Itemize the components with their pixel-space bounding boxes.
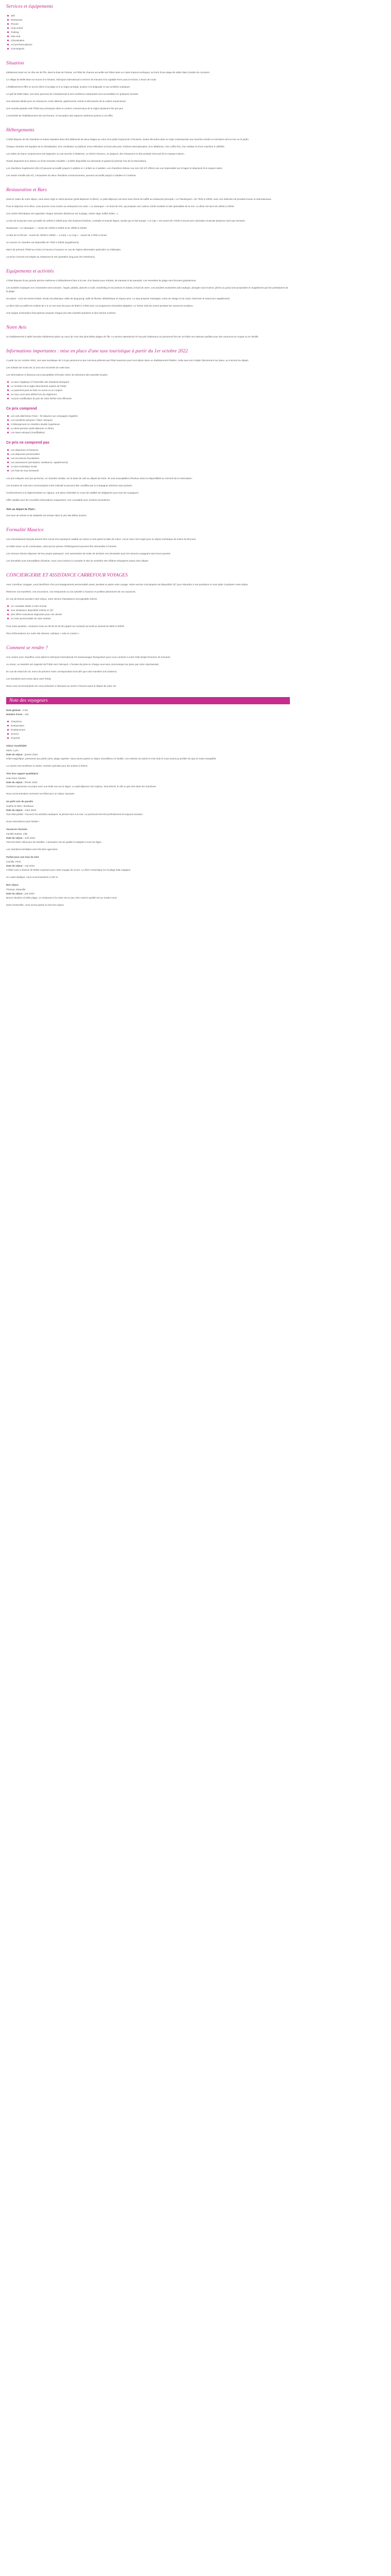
- informations-extra: Conformément à la réglementation en vigueur, une pièce d'identité en cours de validité est obligatoire pour tous les voyageurs.: [6, 492, 139, 494]
- price-includes-item: L'hébergement en chambre double Supérieure: [6, 422, 290, 426]
- flights-note: Une taxe de sûreté et de solidarité est incluse dans le prix des billets d'avion.: [6, 514, 87, 517]
- criteria-item: Emplacement: [6, 728, 290, 732]
- review-author: Camille, Paris: [6, 860, 21, 863]
- price-excludes-item: La taxe touristique locale: [6, 465, 290, 468]
- review-text: Les chambres familiales sont très bien agencées.: [6, 848, 58, 851]
- price-excludes-item: Les dépenses personnelles: [6, 452, 290, 456]
- restauration-paragraph: La tenue correcte est exigée au restaurant le soir (pantalon long pour les messieurs).: [6, 256, 95, 258]
- informations-paragraph: À partir du 1er octobre 2022, une taxe touristique de 3 € par personne et par nuit sera prélevée par l'État mauricien pour tout séjour dans un établissement hôtelier. Cette taxe est à régler directement sur place, au moment du départ.: [6, 359, 249, 362]
- restauration-paragraph: Le Bar de la Piscine : ouvert de 10h00 à 18h00 — Le Bar « Le Cap » : ouvert de 17h00 à minuit.: [6, 234, 107, 236]
- review-text: Très bel hôtel, idéal pour les familles. L'animation est de qualité et adaptée à tous les âges.: [6, 841, 102, 843]
- review-date-label: Date du séjour :: [6, 753, 24, 756]
- review-text: Hôtel magnifique, personnel aux petits soins, plage superbe. Nous avons passé un séjour merveilleux en famille. Les enfants ont adoré le mini-club et nous avons pu profiter du spa en toute tranquillité.: [6, 757, 217, 760]
- conciergerie-paragraph: En cas de besoin pendant votre séjour, notre service d'assistance est joignable 24h/24.: [6, 598, 98, 600]
- restauration-paragraph: Restaurant « La Varangue » : ouvert de 12h00 à 15h00 et de 19h00 à 22h00.: [6, 227, 87, 229]
- equipements-paragraph: Une équipe d'animation francophone propose chaque jour des activités sportives et des soirées à thème.: [6, 312, 117, 314]
- review-date-label: Date du séjour :: [6, 781, 24, 784]
- price-excludes-title: Ce prix ne comprend pas: [6, 441, 50, 445]
- situation-paragraph: Le village de Belle Mare se trouve à 5 minutes, l'aéroport international à environ 45 minutes et la capitale Port-Louis à environ 1 heure de route.: [6, 78, 157, 81]
- criteria-item: Propreté: [6, 736, 290, 740]
- service-item: Wifi: [6, 14, 290, 18]
- review-text: Tout était parfait : l'accueil, les activités nautiques, la piscine face à la mer. Le personnel est très professionnel et toujours souriant.: [6, 813, 143, 816]
- hebergements-paragraph: Les Suites Famille (60 m²), composées de deux chambres communicantes, peuvent accueillir jusqu'à 2 adultes et 3 enfants.: [6, 174, 137, 177]
- review-text: Nous recommandons vivement cet hôtel pour un séjour reposant.: [6, 792, 75, 795]
- conciergerie-item: Un suivi personnalisé de votre dossier: [6, 617, 290, 620]
- informations-extra: Offre valable pour les nouvelles réservations uniquement, non cumulable avec d'autres promotions.: [6, 499, 111, 501]
- formalites-paragraph: Un billet retour ou de continuation, ainsi qu'une preuve d'hébergement peuvent être demandés à l'arrivée.: [6, 545, 117, 548]
- review-author: Jean-Paul, Nantes: [6, 777, 26, 779]
- review-date: avril 2023: [25, 837, 35, 839]
- conciergerie-title: CONCIERGERIE ET ASSISTANCE CARREFOUR VOYAGES: [6, 573, 128, 578]
- review-title: Vacances réussies: [6, 828, 27, 831]
- restauration-paragraph: Dans le cadre de votre séjour, vous serez logé en demi-pension (petit-déjeuner et dîner). Le petit-déjeuner est servi sous forme de buffet au restaurant principal « Le Flamboyant » de 7h00 à 10h30, avec une sélection de produits locaux et internationaux.: [6, 198, 272, 200]
- flights-note-title: Vols au départ de Paris :: [6, 508, 36, 511]
- review-author: Thomas, Marseille: [6, 888, 26, 891]
- review-text: Nous reviendrons sans hésiter !: [6, 820, 40, 823]
- service-item: Club enfant: [6, 26, 290, 30]
- comment-venir-paragraph: En cas de retard de vol, merci de prévenir notre correspondant local afin que votre transfert soit maintenu.: [6, 670, 118, 673]
- comment-venir-paragraph: Nous vous recommandons de vous présenter à l'aéroport au moins 3 heures avant le départ de votre vol.: [6, 685, 117, 687]
- restauration-paragraph: Une soirée thématique est organisée chaque semaine (barbecue sur la plage, soirée séga, buffet indien...).: [6, 212, 119, 215]
- review-date-row: [6, 892, 290, 895]
- service-item: Conciergerie: [6, 47, 290, 50]
- situation-paragraph: L'établissement offre un accès direct à la plage et à un lagon protégé, propice à la baignade et aux activités nautiques.: [6, 86, 131, 88]
- conciergerie-paragraph: Avec Carrefour Voyages, vous bénéficiez d'un accompagnement personnalisé avant, pendant et après votre voyage. Notre service conciergerie est disponible 7j/7 pour répondre à vos questions et vous aider à préparer votre séjour.: [6, 583, 249, 586]
- review-date-row: [6, 864, 290, 868]
- notre-avis-title: Notre Avis: [6, 325, 27, 330]
- price-includes-title: Ce prix comprend: [6, 407, 37, 411]
- review-date: mai 2023: [25, 865, 35, 867]
- review-title: Un petit coin de paradis: [6, 800, 34, 803]
- review-item: [6, 855, 290, 879]
- review-date-row: [6, 836, 290, 840]
- situation-title: Situation: [6, 61, 24, 66]
- conciergerie-extra: Pour toute question, contactez-nous au 09 69 32 50 50 (appel non surtaxé) du lundi au samedi de 9h00 à 20h00.: [6, 625, 125, 628]
- hebergements-paragraph: Les chambres Supérieures (35 m²) peuvent accueillir jusqu'à 2 adultes et 1 enfant ou 3 adultes. Les chambres Deluxe vue mer (40 m²) offrent une vue imprenable sur le lagon et disposent d'un espace salon.: [6, 167, 223, 170]
- equipements-paragraph: Les activités nautiques non motorisées sont incluses : kayak, pédalo, planche à voile, snorkeling et excursions en bateau à fond de verre. Les activités motorisées (ski nautique, plongée sous-marine, pêche au gros) sont proposées en supplément par les prestataires de la plage.: [6, 286, 288, 293]
- review-author: Sophie et Marc, Bordeaux: [6, 805, 34, 807]
- informations-item: Le paiement peut se faire en euros ou en roupies: [6, 388, 290, 392]
- notre-avis-paragraph: Un établissement à taille humaine idéalement placé au cœur de l'une des plus belles plages de l'île. Le service attentionné et l'accueil chaleureux du personnel font de cet hôtel une adresse parfaite pour des vacances en couple ou en famille.: [6, 335, 259, 338]
- restauration-paragraph: Pour le déjeuner et le dîner, vous pourrez vous rendre au restaurant à la carte « La Varangue » en bord de mer, qui propose une cuisine créole revisitée et des spécialités de la mer. Le dîner est servi de 19h00 à 22h00.: [6, 205, 235, 208]
- review-date-row: [6, 781, 290, 784]
- formalites-paragraph: Les mineurs doivent disposer de leur propre passeport. Une autorisation de sortie de territoire est nécessaire pour les mineurs voyageant sans leurs parents.: [6, 552, 171, 555]
- hebergements-title: Hébergements: [6, 128, 35, 133]
- informations-item: Aucune modification du prix de votre forfait n'est effectuée: [6, 397, 290, 400]
- restauration-paragraph: Merci de prévenir l'hôtel au moins 24 heures à l'avance en cas de régime alimentaire particulier ou d'allergies.: [6, 248, 121, 251]
- formalites-paragraph: Les ressortissants français doivent être munis d'un passeport valable au moins 6 mois après la date de retour. Aucun visa n'est exigé pour un séjour touristique de moins de 90 jours.: [6, 538, 197, 540]
- conciergerie-item: Des offres exclusives négociées pour nos clients: [6, 613, 290, 616]
- criteria-item: Chambres: [6, 720, 290, 723]
- price-excludes-item: Les excursions facultatives: [6, 456, 290, 460]
- price-includes-list: [6, 414, 290, 434]
- criteria-item: Service: [6, 732, 290, 736]
- situation-paragraph: Une navette gratuite relie l'hôtel aux principaux sites et centres commerciaux de la région plusieurs fois par jour.: [6, 107, 124, 110]
- review-text: La cuisine est excellente et variée, mention spéciale pour les soirées à thème.: [6, 765, 88, 767]
- review-date: février 2023: [25, 781, 38, 784]
- comment-venir-paragraph: Les transferts sont inclus dans votre forfait.: [6, 677, 52, 680]
- review-author: Famille Dubois, Lille: [6, 833, 28, 835]
- reviews-summary-label: Nombre d'avis :: [6, 713, 24, 716]
- informations-item: La taxe s'applique à l'ensemble des résidents étrangers: [6, 380, 290, 384]
- price-includes-item: Les transferts aéroport / hôtel / aéroport: [6, 418, 290, 422]
- conciergerie-paragraph: Réservez vos transferts, vos excursions, vos restaurants ou vos activités à l'avance et profitez pleinement de vos vacances.: [6, 590, 136, 593]
- informations-extra: Les horaires de vols sont communiqués à titre indicatif et peuvent être modifiés par la compagnie aérienne sans préavis.: [6, 484, 133, 487]
- service-item: Climatisation: [6, 39, 290, 42]
- main-content: [6, 3, 290, 910]
- hebergements-paragraph: Toutes disposent d'un balcon ou d'une terrasse meublée. Lit bébé disponible sur demande et gratuit (à préciser lors de la réservation).: [6, 160, 147, 162]
- price-excludes-list: [6, 448, 290, 472]
- service-item: Accueil francophone: [6, 43, 290, 46]
- situation-paragraph: Une adresse idéale pour se ressourcer, entre détente, gastronomie créole et découverte de la culture mauricienne.: [6, 100, 127, 103]
- service-item: Piscine: [6, 22, 290, 26]
- review-author: Marie, Lyon: [6, 749, 19, 752]
- conciergerie-item: Un conseiller dédié à votre écoute: [6, 604, 290, 608]
- review-date-label: Date du séjour :: [6, 892, 24, 895]
- reviews-header-bar: Note des voyageurs: [6, 697, 290, 704]
- reviews-summary-row: [6, 713, 290, 716]
- informations-title: Informations importantes : mise en place d'une taxe touristique à partir du 1er octobre 2022: [6, 349, 188, 354]
- review-date: mars 2023: [25, 809, 36, 811]
- conciergerie-extra: Plus d'informations sur notre site internet, rubrique « Aide et contact ».: [6, 632, 80, 635]
- formalites-title: Formalité Maurice: [6, 528, 44, 533]
- informations-extra: Les prix indiqués sont par personne, en chambre double, sur la base de vols au départ de Paris. Ils sont susceptibles d'évoluer selon la disponibilité au moment de la réservation.: [6, 477, 192, 480]
- situation-paragraph: Idéalement situé sur la côte est de l'île, dans la baie de Palmar, cet hôtel de charme accueille ses hôtes dans un cadre tropical verdoyant, au bord d'une plage de sable blanc bordée de cocotiers.: [6, 71, 210, 74]
- review-item: [6, 772, 290, 795]
- equipements-paragraph: L'hôtel dispose d'une grande piscine extérieure à débordement face à la mer, d'un bassin pour enfants, de transats et de parasols. Les serviettes de plage sont fournies gratuitement.: [6, 279, 197, 282]
- reviews-summary-value: 128: [24, 713, 29, 716]
- service-item: Mini-club: [6, 35, 290, 38]
- restauration-paragraph: Le bar de la piscine vous accueille de 10h00 à 18h00 pour des boissons fraîches, cocktails et snacks légers, tandis que le bar-lounge « Le Cap » est ouvert de 17h00 à minuit avec animation musicale plusieurs soirs par semaine.: [6, 219, 246, 222]
- price-excludes-item: Les frais de visa éventuels: [6, 469, 290, 472]
- hebergements-paragraph: L'hôtel dispose de 86 chambres et suites réparties dans des bâtiments de deux étages au cœur d'un jardin tropical de 3 hectares, toutes décorées dans un style contemporain aux touches créoles et orientées vers la mer ou le jardin.: [6, 138, 250, 141]
- criteria-list: [6, 720, 290, 740]
- price-includes-item: Les taxes aéroport (modifiables): [6, 431, 290, 434]
- review-item: [6, 800, 290, 823]
- price-includes-item: Les vols aller/retour Paris – Île Maurice sur compagnie régulière: [6, 414, 290, 418]
- restauration-title: Restauration et Bars: [6, 188, 47, 193]
- situation-paragraph: L'ensemble de l'établissement est non-fumeur, à l'exception des espaces extérieurs prévus à cet effet.: [6, 114, 113, 117]
- review-date-row: [6, 753, 290, 756]
- services-title: Services et équipements: [6, 4, 53, 9]
- review-text: Chambre spacieuse et propre avec une belle vue sur le lagon. Le petit-déjeuner est copieux. Seul bémol, le wifi un peu lent dans les chambres.: [6, 785, 157, 788]
- situation-paragraph: Le golf de Belle Mare, ses deux parcours de championnat et ses nombreux restaurants sont accessibles en quelques minutes.: [6, 93, 139, 95]
- equipements-title: Equipements et activités: [6, 269, 54, 274]
- review-text: L'hôtel nous a réservé de belles surprises pour notre voyage de noces. Le dîner romantique sur la plage était magique.: [6, 869, 131, 871]
- review-title: Séjour inoubliable: [6, 744, 27, 747]
- review-item: [6, 883, 290, 907]
- review-date-label: Date du séjour :: [6, 809, 24, 811]
- reviews-summary-value: 4.5/5: [22, 709, 28, 711]
- comment-venir-paragraph: Au retour, un transfert est organisé de l'hôtel vers l'aéroport. L'horaire de prise en charge vous sera communiqué sur place par notre représentant.: [6, 663, 159, 666]
- criteria-item: Restauration: [6, 724, 290, 727]
- review-text: Un cadre idyllique, nous recommandons à 100 %.: [6, 876, 59, 878]
- review-text: Dans l'ensemble, nous avons passé un très bon séjour.: [6, 904, 64, 906]
- reviews-summary-row: [6, 708, 290, 712]
- formalites-paragraph: Les formalités sont susceptibles d'évoluer, nous vous invitons à consulter le site du ministère des Affaires étrangères avant votre départ.: [6, 560, 149, 562]
- service-item: Parking: [6, 30, 290, 34]
- review-date-row: [6, 808, 290, 812]
- informations-paragraph: Les enfants de moins de 12 ans sont exonérés de cette taxe.: [6, 366, 71, 369]
- informations-item: Le montant est à régler directement auprès de l'hôtel: [6, 384, 290, 388]
- review-date-label: Date du séjour :: [6, 837, 24, 839]
- comment-venir-title: Comment se rendre ?: [6, 646, 48, 651]
- informations-list: [6, 380, 290, 400]
- informations-item: Un reçu vous sera délivré lors du règlement: [6, 393, 290, 396]
- reviews-summary-label: Note globale :: [6, 709, 22, 711]
- price-excludes-item: Les déjeuners et boissons: [6, 448, 290, 452]
- review-date-label: Date du séjour :: [6, 865, 24, 867]
- review-item: [6, 744, 290, 768]
- hebergements-paragraph: Les salles de bains comprennent une baignoire ou une douche à l'italienne, un sèche-cheveux, un peignoir, des chaussons et des produits d'accueil de la marque maison.: [6, 152, 185, 155]
- review-title: Parfait pour une lune de miel: [6, 856, 39, 858]
- comment-venir-paragraph: Une voiture avec chauffeur vous attend à l'aéroport international Sir Seewoosagur Ramgoolam pour vous conduire à votre hôtel (trajet d'environ 45 minutes).: [6, 656, 171, 658]
- review-title: Bon séjour: [6, 884, 19, 886]
- services-list: [6, 14, 290, 50]
- review-date: juin 2023: [25, 892, 35, 895]
- review-title: Très bon rapport qualité/prix: [6, 772, 39, 775]
- price-excludes-item: Les assurances (annulation, assistance, rapatriement): [6, 461, 290, 464]
- price-includes-item: La demi-pension (petit-déjeuner et dîner): [6, 427, 290, 430]
- review-item: [6, 827, 290, 851]
- service-item: Restaurant: [6, 18, 290, 22]
- equipements-paragraph: Sur place : court de tennis éclairé, terrain de pétanque, table de ping-pong, salle de fitness, bibliothèque et espace jeux. Le Spa propose massages, soins du visage et du corps, hammam et sauna (en supplément).: [6, 297, 231, 300]
- restauration-paragraph: Un service en chambre est disponible de 7h00 à 23h00 (supplément).: [6, 241, 79, 244]
- review-date: janvier 2023: [25, 753, 38, 756]
- conciergerie-list: [6, 604, 290, 620]
- review-text: Bonne situation et belle plage. Le restaurant à la carte est un peu cher mais la qualité est au rendez-vous.: [6, 896, 118, 899]
- equipements-paragraph: Le Mini-club accueille les enfants de 4 à 12 ans tous les jours de 9h00 à 17h00 avec un programme d'activités adaptées. Le Teens club est ouvert pendant les vacances scolaires.: [6, 304, 193, 307]
- conciergerie-item: Une assistance disponible 24h/24 et 7j/7: [6, 608, 290, 612]
- informations-paragraph: Les informations ci-dessous sont susceptibles d'évoluer selon les décisions des autorités locales.: [6, 374, 108, 376]
- hebergements-paragraph: Chaque chambre est équipée de la climatisation, d'un ventilateur au plafond, d'une télévision à écran plat avec chaînes internationales, d'un téléphone, d'un coffre-fort, d'un minibar et d'une machine à café/thé.: [6, 145, 225, 148]
